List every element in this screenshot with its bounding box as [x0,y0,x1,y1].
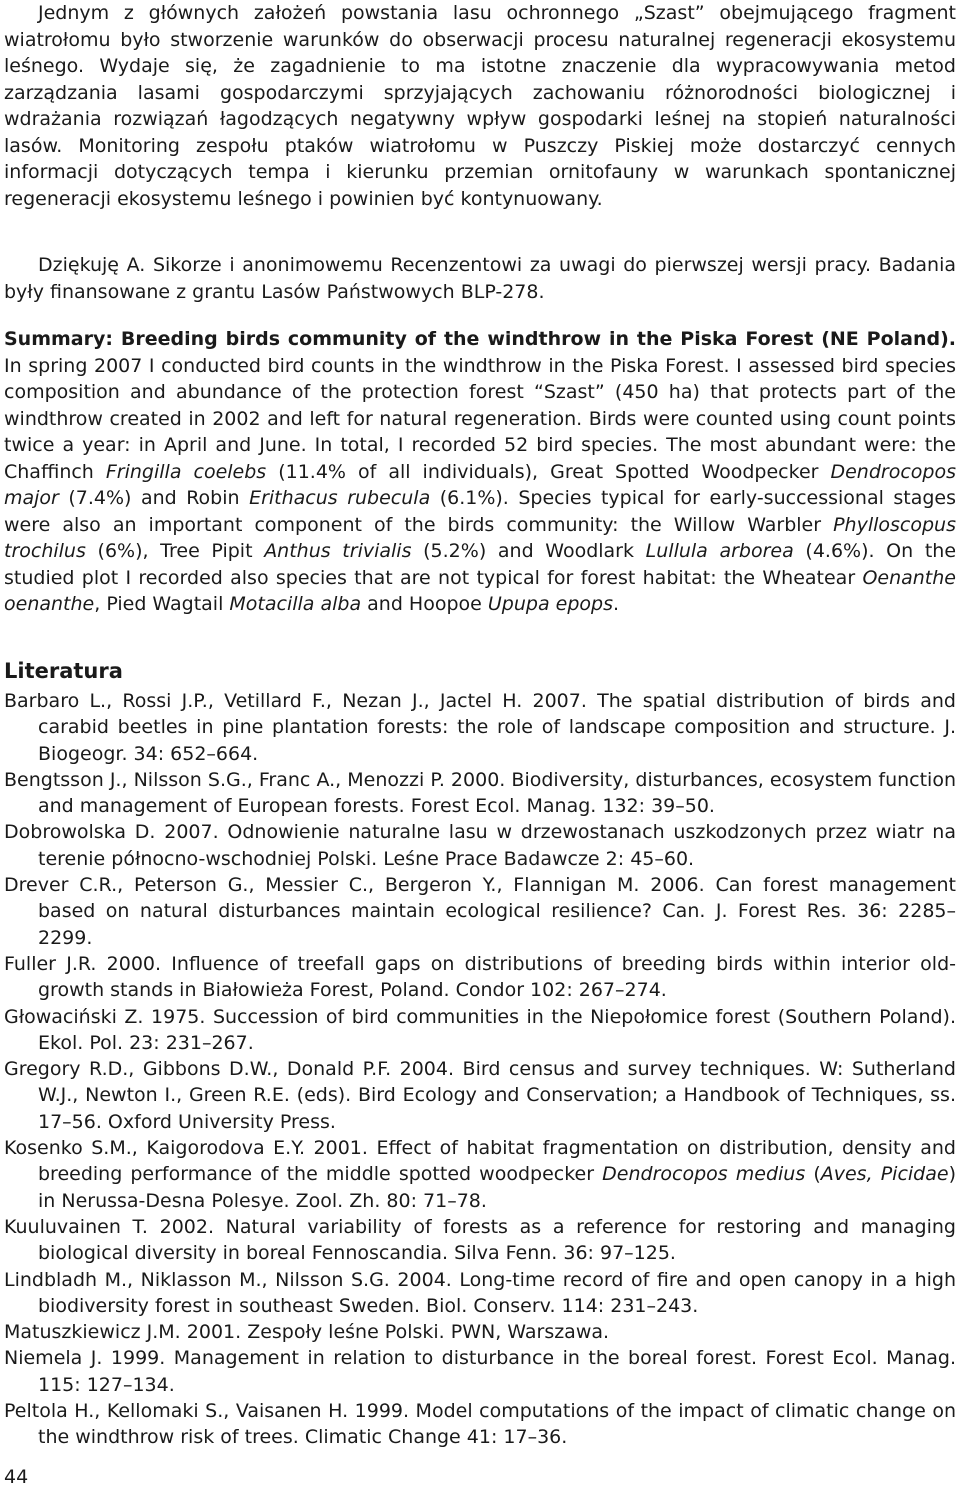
reference-text: Kosenko S.M., Kaigorodova E.Y. 2001. Effect of habitat fragmentation on distribution, density and breeding performance of the middle spotted woodpecker [4,1137,956,1186]
summary-text: (5.2%) and Woodlark [411,540,646,562]
summary-text: and Hoopoe [361,593,488,615]
literature-heading: Literatura [4,659,123,683]
species-name: Lullula arborea [645,540,794,562]
summary-text: (6.1%). Species typical for early-successional stages were also an important component of the birds community: the Willow Warbler [4,487,957,536]
reference-item: Dobrowolska D. 2007. Odnowienie naturalne lasu w drzewostanach uszkodzonych przez wiatr na terenie północno-wschodniej Polski. Leśne Prace Badawcze 2: 45–60. [4,821,956,870]
reference-item: Bengtsson J., Nilsson S.G., Franc A., Menozzi P. 2000. Biodiversity, disturbances, ecosystem function and management of European forests. Forest Ecol. Manag. 132: 39–50. [4,768,956,818]
reference-item: Drever C.R., Peterson G., Messier C., Bergeron Y., Flannigan M. 2006. Can forest management based on natural disturbances maintain ecological resilience? Can. J. Forest Res. 36: 2285–2299. [4,874,956,949]
acknowledgements-paragraph: Dziękuję A. Sikorze i anonimowemu Recenzentowi za uwagi do pierwszej wersji pracy. Badania były finansowane z grantu Lasów Państwowych BLP-278. [4,254,956,303]
species-name: Phylloscopus trochilus [4,513,956,562]
reference-list [4,688,956,1451]
summary-text: (4.6%). On the studied plot I recorded also species that are not typical for forest habitat: the Wheatear [4,540,957,589]
reference-item: Niemela J. 1999. Management in relation to disturbance in the boreal forest. Forest Ecol. Manag. 115: 127–134. [4,1347,956,1396]
species-name: Anthus trivialis [264,540,412,562]
summary-text: (11.4% of all individuals), Great Spotted Woodpecker [266,460,831,483]
page-number: 44 [4,1466,29,1488]
reference-item: Głowaciński Z. 1975. Succession of bird communities in the Niepołomice forest (Southern Poland). Ekol. Pol. 23: 231–267. [4,1005,956,1054]
summary-title: Summary: Breeding birds community of the windthrow in the Piska Forest (NE Poland). [4,328,956,350]
species-name: Fringilla coelebs [105,460,267,483]
summary-paragraph [4,326,956,618]
summary-text: In spring 2007 I conducted bird counts in the windthrow in the Piska Forest. I assessed bird species composition and abundance of the protection forest “Szast” (450 ha) that protects part of the windthrow created in 2002 and left for natural regeneration. Birds were counted using count points twice a year: in April and June. In total, I recorded 52 bird species. The most abundant were: the Chaffinch [4,354,956,483]
species-name: Oenanthe oenanthe [4,566,956,615]
reference-item [4,1135,956,1214]
reference-text: ( [805,1163,821,1186]
intro-paragraph: Jednym z głównych założeń powstania lasu ochronnego „Szast” obejmującego fragment wiatrołomu było stworzenie warunków do obserwacji procesu naturalnej regeneracji ekosystemu leśnego. Wydaje się, że zagadnienie to ma istotne znaczenie dla wypracowywania metod zarządzania lasami gospodarczymi sprzyjających zachowaniu różnorodności biologicznej i wdrażania rozwiązań łagodzących negatywny wpływ gospodarki leśnej na stopień naturalności lasów. Monitoring zespołu ptaków wiatrołomu w Puszczy Piskiej może dostarczyć cennych informacji dotyczących tempa i kierunku przemian ornitofauny w warunkach spontanicznej regeneracji ekosystemu leśnego i powinien być kontynuowany. [4,2,956,210]
species-name: Dendrocopos major [4,460,956,509]
taxon-name: Aves, Picidae [820,1163,949,1186]
species-name: Upupa epops [487,593,613,615]
reference-item: Fuller J.R. 2000. Influence of treefall gaps on distributions of breeding birds within interior old-growth stands in Białowieża Forest, Poland. Condor 102: 267–274. [4,952,956,1002]
species-name: Dendrocopos medius [602,1163,806,1186]
reference-text: ) in Nerussa-Desna Polesye. Zool. Zh. 80: 71–78. [38,1163,956,1212]
reference-item: Peltola H., Kellomaki S., Vaisanen H. 1999. Model computations of the impact of climatic change on the windthrow risk of trees. Climatic Change 41: 17–36. [4,1400,956,1449]
species-name: Motacilla alba [229,593,362,615]
reference-item: Gregory R.D., Gibbons D.W., Donald P.F. 2004. Bird census and survey techniques. W: Sutherland W.J., Newton I., Green R.E. (eds). Bird Ecology and Conservation; a Handbook of Techniques, ss. 17–56. Oxford University Press. [4,1058,956,1133]
reference-item: Barbaro L., Rossi J.P., Vetillard F., Nezan J., Jactel H. 2007. The spatial distribution of birds and carabid beetles in pine plantation forests: the role of landscape composition and structure. J. Biogeogr. 34: 652–664. [4,690,956,765]
summary-text: (6%), Tree Pipit [85,540,265,562]
reference-item: Kuuluvainen T. 2002. Natural variability of forests as a reference for restoring and managing biological diversity in boreal Fennoscandia. Silva Fenn. 36: 97–125. [4,1215,956,1265]
reference-item: Matuszkiewicz J.M. 2001. Zespoły leśne Polski. PWN, Warszawa. [4,1321,610,1344]
summary-text: , Pied Wagtail [94,593,230,615]
species-name: Erithacus rubecula [249,487,431,509]
summary-text: (7.4%) and Robin [58,487,250,509]
reference-item: Lindbladh M., Niklasson M., Nilsson S.G. 2004. Long-time record of fire and open canopy in a high biodiversity forest in southeast Sweden. Biol. Conserv. 114: 231–243. [4,1268,956,1317]
summary-text: . [612,593,620,615]
